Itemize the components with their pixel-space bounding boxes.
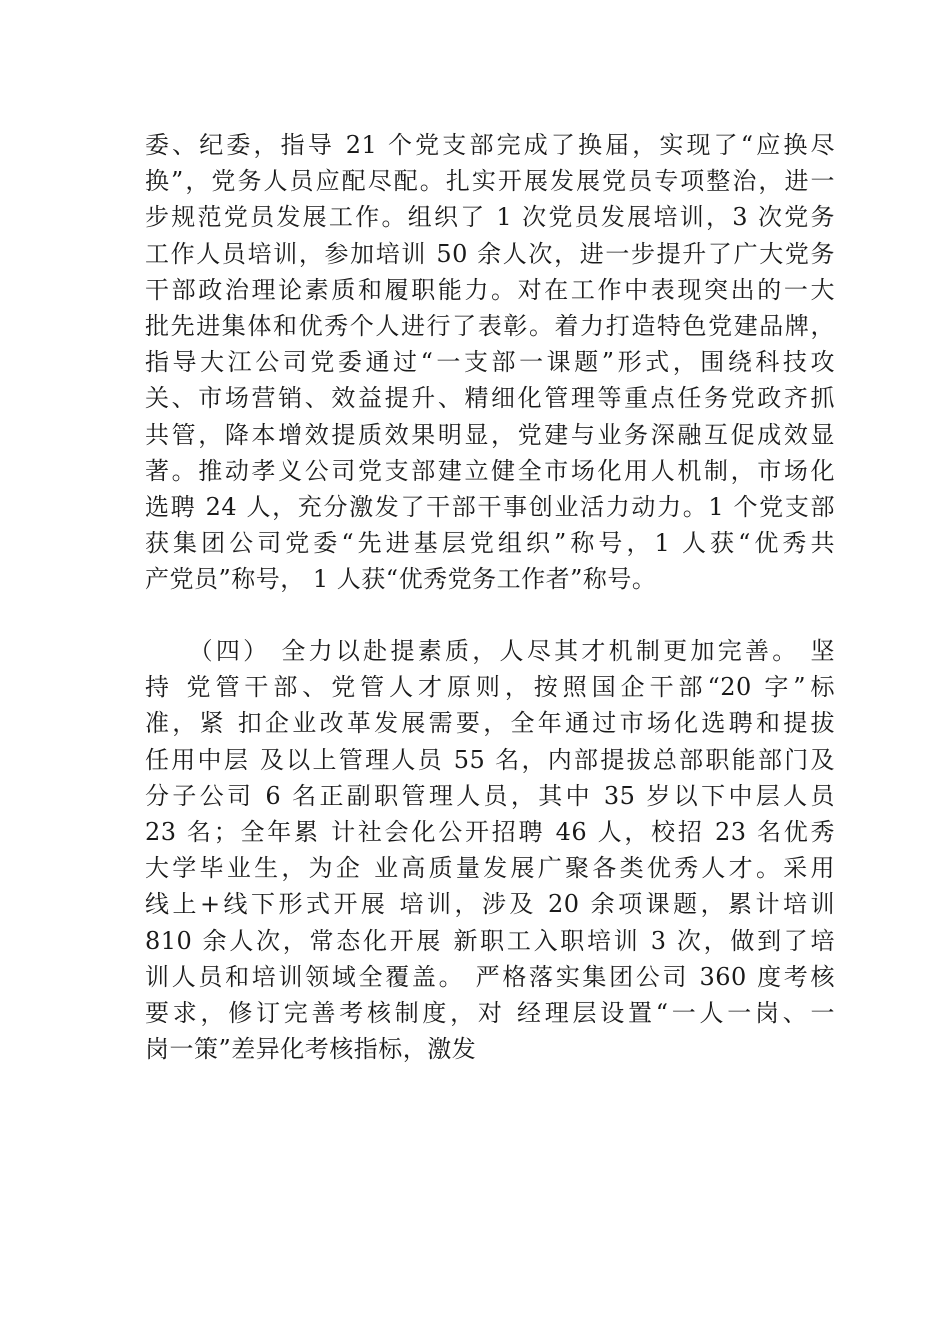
text-line: 关、市场营销、效益提升、精细化管理等重点任务党政齐抓 [145, 384, 835, 413]
text-line: 分子公司 6 名正副职管理人员，其中 35 岁以下中层人员 [145, 781, 835, 810]
text-line: 大学毕业生，为企 业高质量发展广聚各类优秀人才。采用 [145, 854, 835, 883]
paragraph-party-building [145, 127, 835, 597]
section-heading-line: （四） 全力以赴提素质，人尽其才机制更加完善。 坚 [145, 637, 835, 665]
paragraph-talent-mechanism [145, 633, 835, 1067]
text-line: 干部政治理论素质和履职能力。对在工作中表现突出的一大 [145, 275, 835, 304]
text-line: 要求，修订完善考核制度，对 经理层设置“一人一岗、一 [145, 998, 835, 1027]
text-line: 获集团公司党委“先进基层党组织”称号，1 人获“优秀共 [145, 529, 835, 558]
text-line: 持 党管干部、党管人才原则，按照国企干部“20 字”标 [145, 673, 835, 702]
text-line: 委、纪委，指导 21 个党支部完成了换届，实现了“应换尽 [145, 131, 835, 159]
text-line: 810 余人次，常态化开展 新职工入职培训 3 次，做到了培 [145, 926, 835, 955]
text-line-last: 产党员”称号， 1 人获“优秀党务工作者”称号。 [145, 565, 657, 594]
text-line: 共管，降本增效提质效果明显，党建与业务深融互促成效显 [145, 420, 835, 449]
text-line: 选聘 24 人，充分激发了干部干事创业活力动力。1 个党支部 [145, 492, 835, 521]
text-line: 著。推动孝义公司党支部建立健全市场化用人机制，市场化 [145, 456, 835, 485]
text-line: 指导大江公司党委通过“一支部一课题”形式，围绕科技攻 [145, 348, 835, 377]
text-line: 批先进集体和优秀个人进行了表彰。着力打造特色党建品牌， [145, 311, 835, 340]
text-line: 训人员和培训领域全覆盖。 严格落实集团公司 360 度考核 [145, 962, 835, 991]
text-line: 准，紧 扣企业改革发展需要，全年通过市场化选聘和提拔 [145, 709, 835, 738]
text-line: 步规范党员发展工作。组织了 1 次党员发展培训，3 次党务 [145, 203, 835, 232]
text-line: 线上+线下形式开展 培训，涉及 20 余项课题，累计培训 [145, 890, 835, 919]
text-line: 任用中层 及以上管理人员 55 名，内部提拔总部职能部门及 [145, 745, 835, 774]
text-line-last: 岗一策”差异化考核指标，激发 [145, 1035, 477, 1064]
text-line: 工作人员培训，参加培训 50 余人次，进一步提升了广大党务 [145, 239, 835, 268]
text-line: 换”，党务人员应配尽配。扎实开展发展党员专项整治，进一 [145, 167, 835, 196]
text-line: 23 名；全年累 计社会化公开招聘 46 人，校招 23 名优秀 [145, 817, 835, 846]
